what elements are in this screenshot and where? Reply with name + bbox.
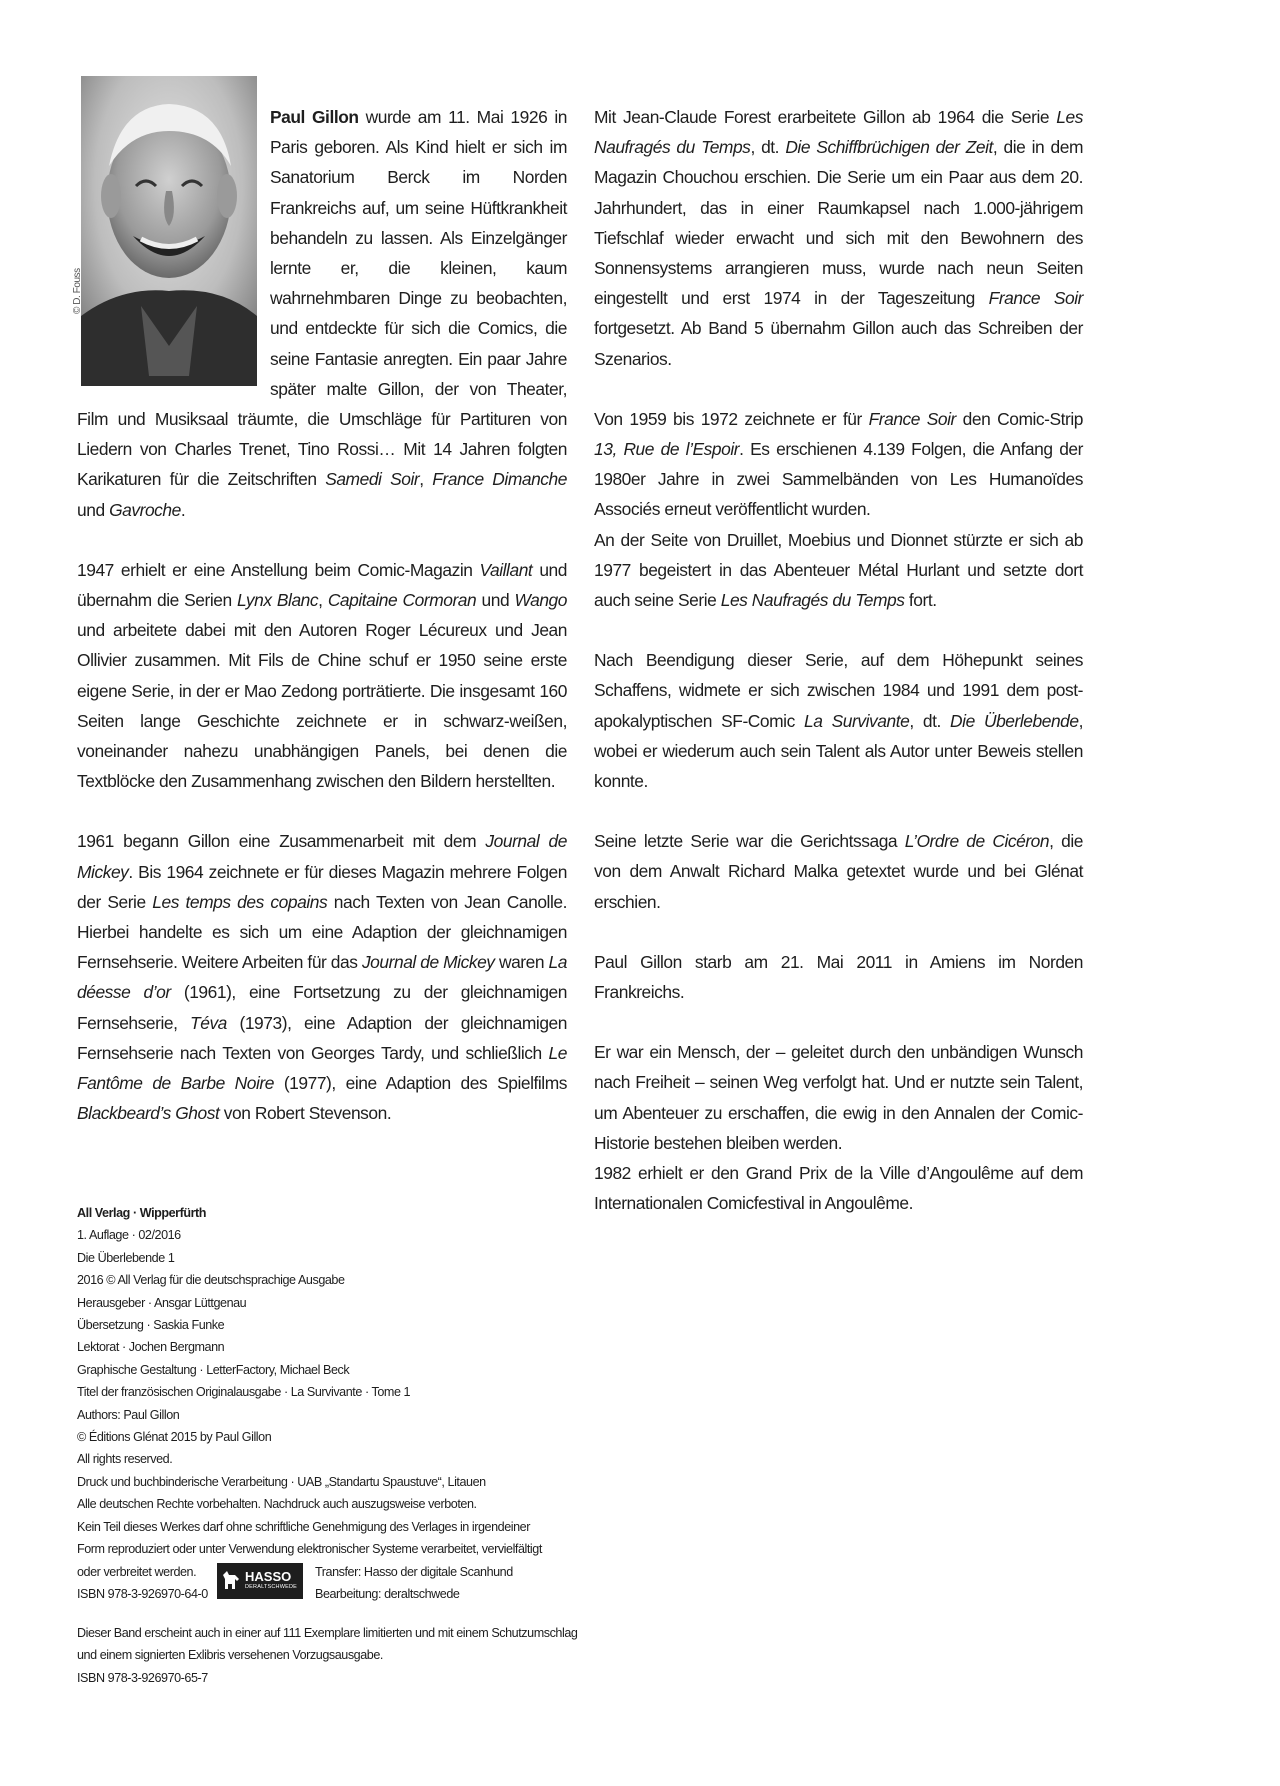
limited-edition-note [77,1622,677,1689]
imprint-line: 2016 © All Verlag für die deutschsprachige Ausgabe [77,1273,345,1288]
transfer-credit: Transfer: Hasso der digitale Scanhund [315,1564,513,1579]
imprint-line: Kein Teil dieses Werkes darf ohne schriftliche Genehmigung des Verlages in irgendeiner [77,1519,530,1534]
author-portrait-image [81,76,257,386]
imprint-line: Authors: Paul Gillon [77,1407,180,1422]
bearbeitung-credit: Bearbeitung: deraltschwede [315,1586,460,1601]
hasso-logo: HASSO DERALTSCHWEDE [217,1563,303,1599]
bio-paragraph-4: Mit Jean-Claude Forest erarbeitete Gillon ab 1964 die Serie Les Naufragés du Temps, dt. Die Schiffbrüchigen der Zeit, die in dem Magazin Chouchou erschien. Die Serie um ein Paar aus dem 20. Jahrhundert, das in einer Raumkapsel nach 1.000-jährigem Tiefschlaf wieder erwacht und sich mit den Bewohnern des Sonnensystems arrangieren muss, wurde nach neun Seiten eingestellt und erst 1974 in der Tageszeitung France Soir fortgesetzt. Ab Band 5 übernahm Gillon auch das Schreiben der Szenarios. [594,107,1084,369]
bio-paragraph-6: An der Seite von Druillet, Moebius und Dionnet stürzte er sich ab 1977 begeistert in das Abenteuer Métal Hurlant und setzte dort auch seine Serie Les Naufragés du Temps fort. [594,529,1083,611]
imprint-line: Alle deutschen Rechte vorbehalten. Nachdruck auch auszugsweise verboten. [77,1497,477,1512]
bio-paragraph-10: Er war ein Mensch, der – geleitet durch den unbändigen Wunsch nach Freiheit – seinen Weg verfolgt hat. Und er nutzte sein Talent, um Abenteuer zu erschaffen, die ewig in den Annalen der Comic-Historie bestehen bleiben werden. [594,1042,1083,1153]
author-name: Paul Gillon [270,107,359,127]
imprint-line: 1. Auflage · 02/2016 [77,1228,181,1243]
limited-line: Dieser Band erscheint auch in einer auf 111 Exemplare limitierten und mit einem Schutzumschlag [77,1626,578,1640]
imprint-line: Druck und buchbinderische Verarbeitung · UAB „Standartu Spaustuve“, Litauen [77,1474,486,1489]
bio-paragraph-5: Von 1959 bis 1972 zeichnete er für France Soir den Comic-Strip 13, Rue de l’Espoir. Es erschienen 4.139 Folgen, die Anfang der 1980er Jahre in zwei Sammelbänden von Les Humanoïdes Associés erneut veröffentlicht wurden. [594,408,1083,520]
publisher-line: All Verlag · Wipperfürth [77,1206,207,1220]
bio-paragraph-1: © D. Fouss Paul Gillon wurde am 11. Mai 1926 in Paris geboren. Als Kind hielt er sich im Sanatorium Berck im Norden Frankreichs auf, um seine Hüftkrankheit behandeln zu lassen. Als Einzelgänger lernte er, die kleinen, kaum wahrnehmbaren Dinge zu beobachten, und entdeckte für sich die Comics, die seine Fantasie anregten. Ein paar Jahre später malte Gillon, der von Theater, Film und Musiksaal träumte, die Umschläge für Partituren von Liedern von Charles Trenet, Tino Rossi… Mit 14 Jahren folgten Karikaturen für die Zeitschriften Samedi Soir, France Dimanche und Gavroche. [77,102,567,525]
imprint-line: Form reproduziert oder unter Verwendung elektronischer Systeme verarbeitet, vervielfältigt [77,1542,542,1557]
imprint-line: © Éditions Glénat 2015 by Paul Gillon [77,1430,272,1445]
isbn-line: ISBN 978-3-926970-64-0 [77,1586,208,1601]
bio-paragraph-8: Seine letzte Serie war die Gerichtssaga L’Ordre de Cicéron, die von dem Anwalt Richard Malka getextet wurde und bei Glénat erschien. [594,831,1083,912]
photo-credit: © D. Fouss [72,268,83,314]
imprint-line: Titel der französischen Originalausgabe · La Survivante · Tome 1 [77,1385,411,1400]
limited-isbn: ISBN 978-3-926970-65-7 [77,1670,208,1685]
bio-paragraph-9: Paul Gillon starb am 21. Mai 2011 in Amiens im Norden Frankreichs. [594,951,1083,1003]
author-photo [81,76,257,386]
imprint-line: Graphische Gestaltung · LetterFactory, Michael Beck [77,1362,350,1377]
left-column [72,102,568,1129]
bio-paragraph-3: 1961 begann Gillon eine Zusammenarbeit mit dem Journal de Mickey. Bis 1964 zeichnete er für dieses Magazin mehrere Folgen der Serie Les temps des copains nach Texten von Jean Canolle. Hierbei handelte es sich um eine Adaption der gleichnamigen Fernsehserie. Weitere Arbeiten für das Journal de Mickey waren La déesse d’or (1961), eine Fortsetzung zu der gleichnamigen Fernsehserie, Téva (1973), eine Adaption der gleichnamigen Fernsehserie nach Texten von Georges Tardy, und schließlich Le Fantôme de Barbe Noire (1977), eine Adaption des Spielfilms Blackbeard’s Ghost von Robert Stevenson. [77,831,567,1124]
imprint-line: All rights reserved. [77,1452,173,1467]
imprint-line: oder verbreitet werden. [77,1564,197,1579]
imprint-line: Die Überlebende 1 [77,1250,175,1265]
bio-paragraph-7: Nach Beendigung dieser Serie, auf dem Höhepunkt seines Schaffens, widmete er sich zwischen 1984 und 1991 dem post-apokalyptischen SF-Comic La Survivante, dt. Die Überlebende, wobei er wiederum auch sein Talent als Autor unter Beweis stellen konnte. [594,650,1083,792]
imprint-line: Übersetzung · Saskia Funke [77,1318,225,1333]
imprint-line: Lektorat · Jochen Bergmann [77,1340,225,1355]
bio-paragraph-2: 1947 erhielt er eine Anstellung beim Comic-Magazin Vaillant und übernahm die Serien Lynx Blanc, Capitaine Cormoran und Wango und arbeitete dabei mit den Autoren Roger Lécureux und Jean Ollivier zusammen. Mit Fils de Chine schuf er 1950 seine erste eigene Serie, in der er Mao Zedong porträtierte. Die insgesamt 160 Seiten lange Geschichte zeichnete er in schwarz-weißen, voneinander nahezu unabhängigen Panels, bei denen die Textblöcke den Zusammenhang zwischen den Bildern herstellten. [77,559,568,792]
imprint-line: Herausgeber · Ansgar Lüttgenau [77,1295,247,1310]
imprint [77,1202,637,1605]
dog-icon [221,1569,241,1593]
author-photo-frame [69,76,256,391]
bio-paragraph-11: 1982 erhielt er den Grand Prix de la Ville d’Angoulême auf dem Internationalen Comicfestival in Angoulême. [594,1163,1083,1214]
limited-line: und einem signierten Exlibris versehenen Vorzugsausgabe. [77,1648,383,1663]
right-column [594,102,1083,1219]
